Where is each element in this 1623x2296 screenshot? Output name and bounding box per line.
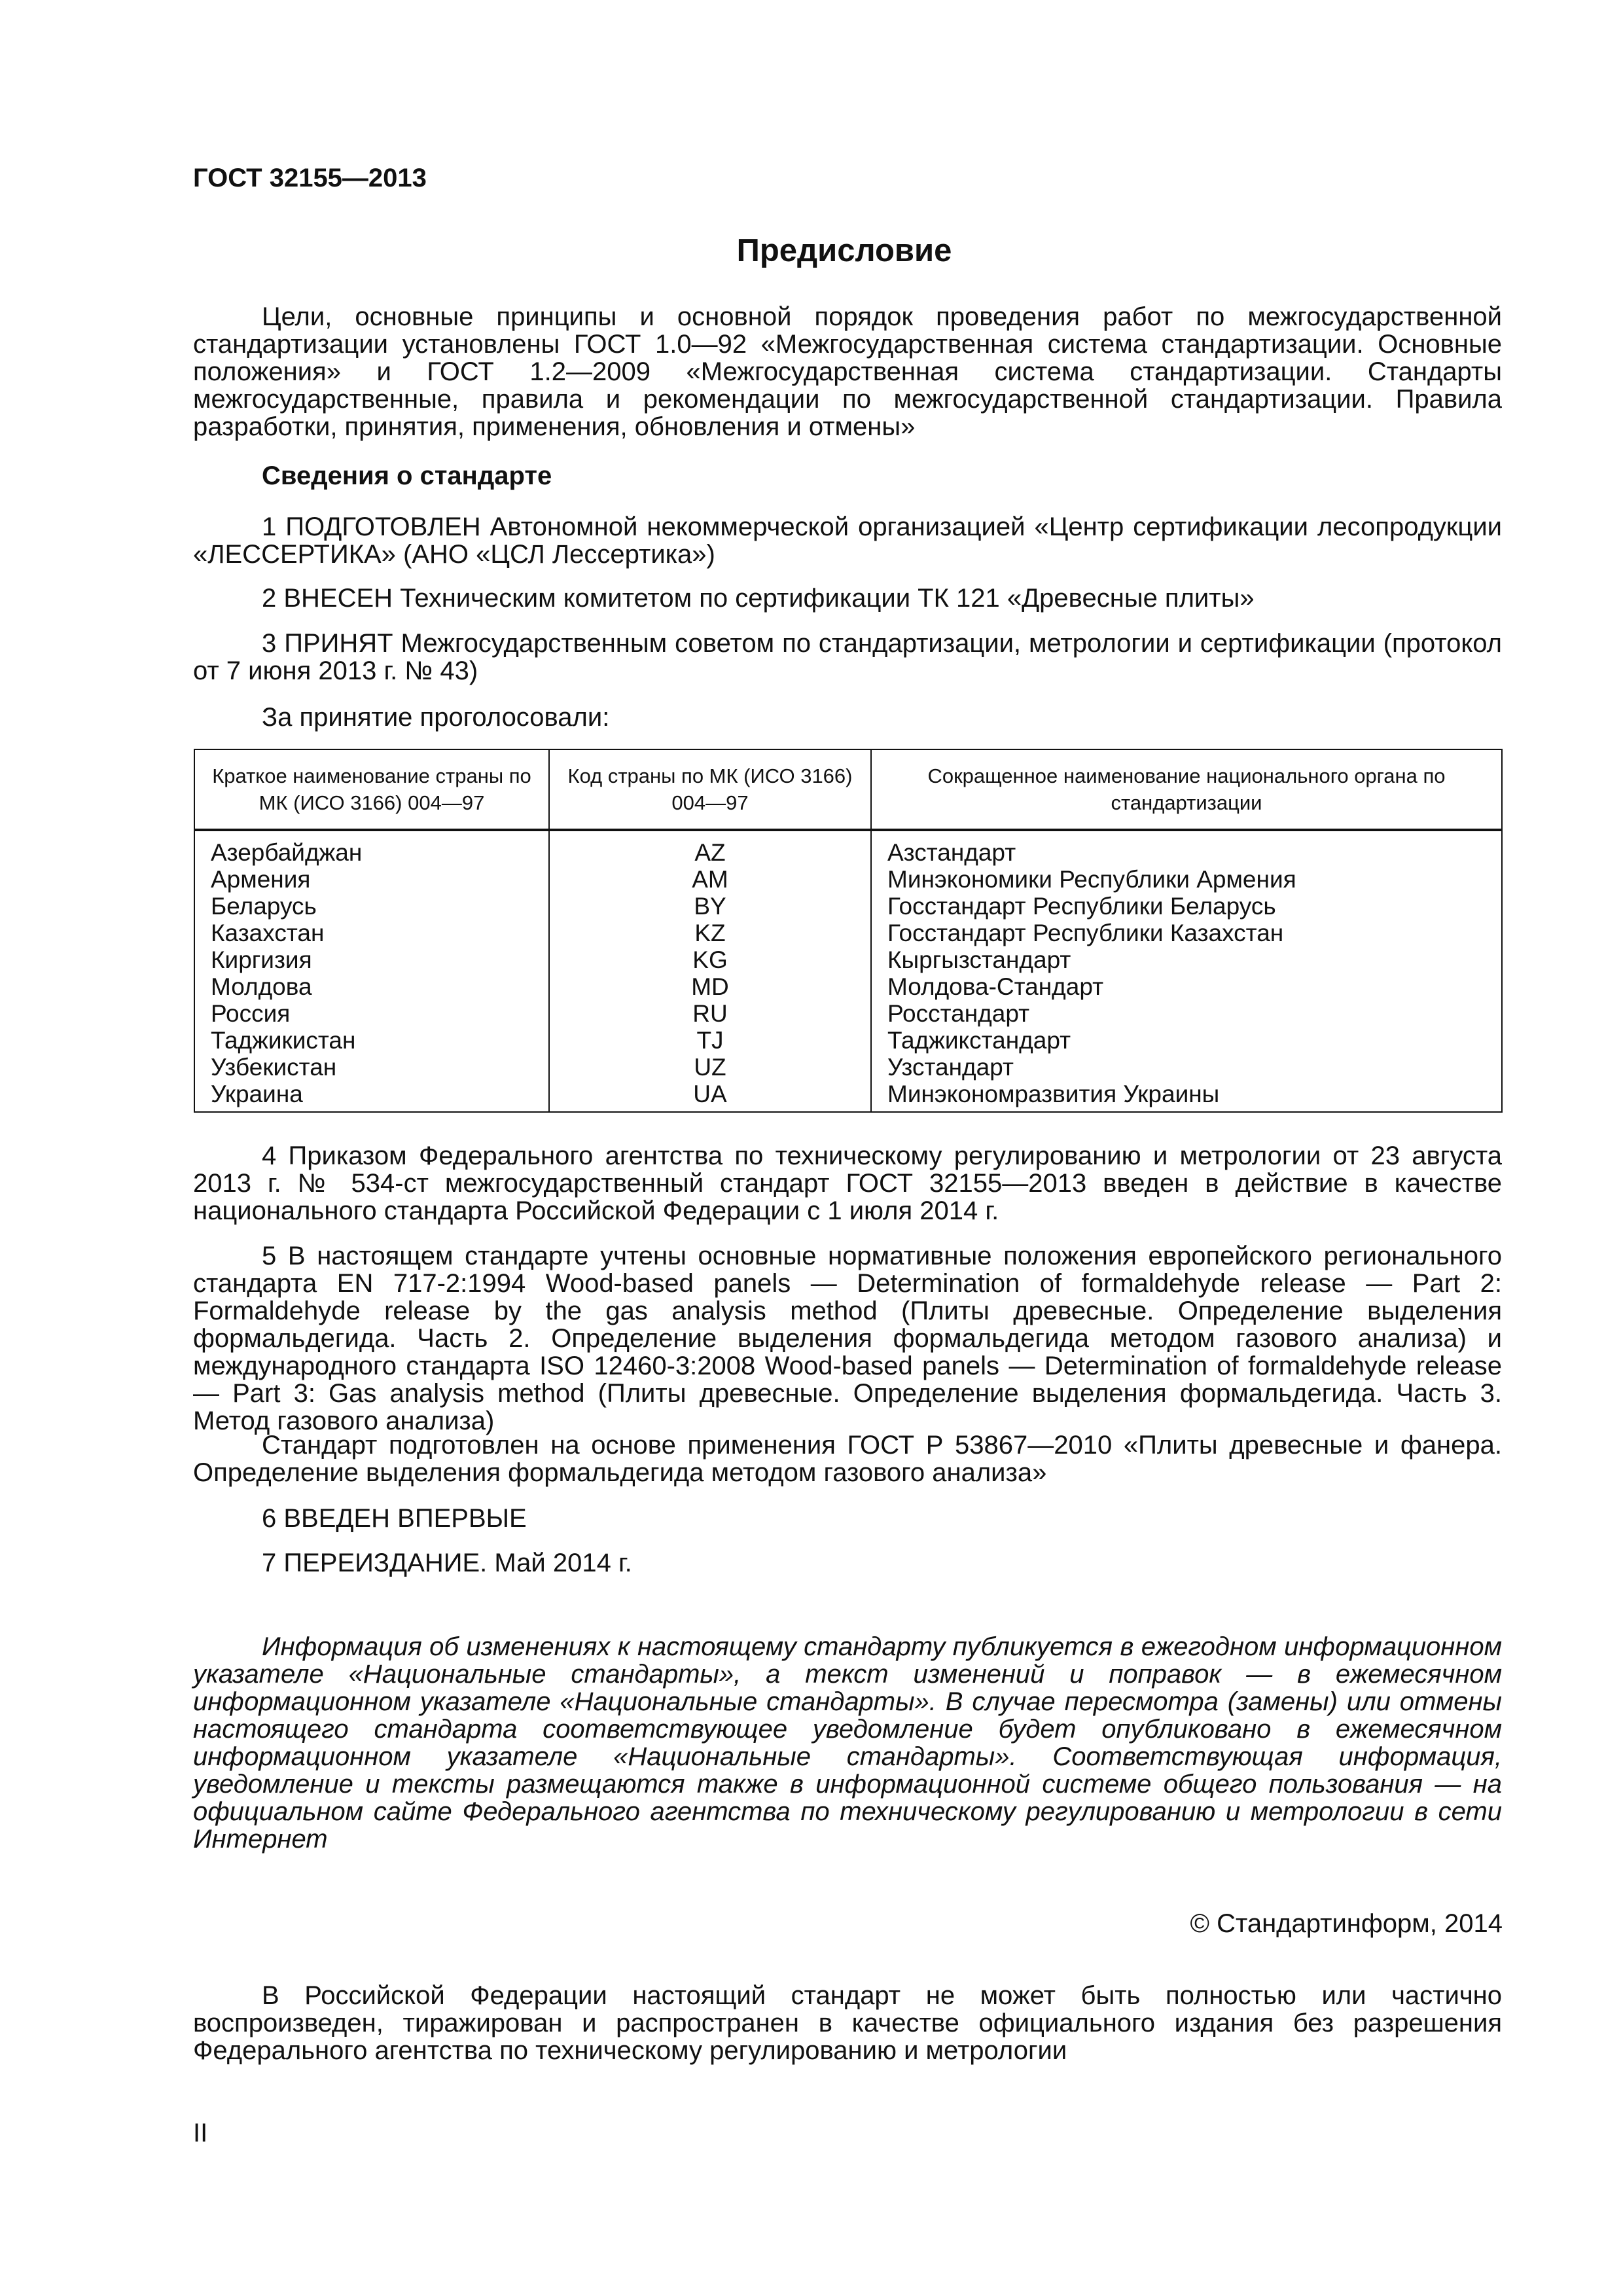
agency-cell: Госстандарт Республики Казахстан: [871, 920, 1502, 946]
table-row: [194, 1054, 1502, 1081]
item-basis: Стандарт подготовлен на основе применения ГОСТ Р 53867—2010 «Плиты древесные и фанера. Определение выделения формальдегида методом газового анализа»: [193, 1431, 1502, 1487]
standard-info-heading: Сведения о стандарте: [262, 461, 552, 490]
item-prepared: 1 ПОДГОТОВЛЕН Автономной некоммерческой организацией «Центр сертификации лесопродукции «ЛЕССЕРТИКА» (АНО «ЦСЛ Лессертика»): [193, 512, 1502, 569]
agency-cell: Узстандарт: [871, 1054, 1502, 1081]
table-header-row: [194, 749, 1502, 830]
country-cell: Казахстан: [194, 920, 549, 946]
table-row: [194, 1081, 1502, 1112]
code-cell: AM: [549, 866, 871, 893]
agency-cell: Госстандарт Республики Беларусь: [871, 893, 1502, 920]
table-row: [194, 946, 1502, 973]
copyright: © Стандартинформ, 2014: [1190, 1909, 1503, 1938]
code-cell: BY: [549, 893, 871, 920]
column-header-agency: Сокращенное наименование национального органа по стандартизации: [871, 749, 1502, 830]
page-number: II: [193, 2119, 208, 2147]
column-header-code: Код страны по МК (ИСО 3166) 004—97: [549, 749, 871, 830]
item-first-introduced: 6 ВВЕДЕН ВПЕРВЫЕ: [262, 1504, 527, 1533]
table-row: [194, 973, 1502, 1000]
country-cell: Азербайджан: [194, 830, 549, 866]
document-header: ГОСТ 32155—2013: [193, 164, 427, 192]
voting-table: [194, 749, 1503, 1113]
code-cell: UZ: [549, 1054, 871, 1081]
item-submitted: 2 ВНЕСЕН Техническим комитетом по сертификации ТК 121 «Древесные плиты»: [262, 584, 1255, 613]
country-cell: Молдова: [194, 973, 549, 1000]
country-cell: Беларусь: [194, 893, 549, 920]
item-normative-provisions: 5 В настоящем стандарте учтены основные нормативные положения европейского регионального стандарта EN 717-2:1994 Wood-based panels — Determination of formaldehyde release — Part 2: Formaldehyde release by the gas analysis method (Плиты древесные. Определение выделения формальдегида. Часть 2. Определение выделения формальдегида методом газового анализа) и международного стандарта ISO 12460-3:2008 Wood-based panels — Determination of formaldehyde release — Part 3: Gas analysis method (Плиты древесные. Определение выделения формальдегида. Часть 3. Метод газового анализа): [193, 1242, 1502, 1435]
table-row: [194, 1027, 1502, 1054]
country-cell: Украина: [194, 1081, 549, 1112]
agency-cell: Кыргызстандарт: [871, 946, 1502, 973]
table-row: [194, 893, 1502, 920]
agency-cell: Таджикстандарт: [871, 1027, 1502, 1054]
code-cell: TJ: [549, 1027, 871, 1054]
column-header-country: Краткое наименование страны по МК (ИСО 3166) 004—97: [194, 749, 549, 830]
vote-intro: За принятие проголосовали:: [262, 703, 610, 732]
agency-cell: Молдова-Стандарт: [871, 973, 1502, 1000]
code-cell: UA: [549, 1081, 871, 1112]
code-cell: KZ: [549, 920, 871, 946]
reproduction-restriction: В Российской Федерации настоящий стандарт не может быть полностью или частично воспроизведен, тиражирован и распространен в качестве официального издания без разрешения Федерального агентства по техническому регулированию и метрологии: [193, 1981, 1502, 2065]
country-cell: Киргизия: [194, 946, 549, 973]
agency-cell: Росстандарт: [871, 1000, 1502, 1027]
code-cell: KG: [549, 946, 871, 973]
item-reissue: 7 ПЕРЕИЗДАНИЕ. Май 2014 г.: [262, 1549, 632, 1577]
page-title: Предисловие: [736, 233, 952, 268]
intro-paragraph: Цели, основные принципы и основной порядок проведения работ по межгосударственной стандартизации установлены ГОСТ 1.0—92 «Межгосударственная система стандартизации. Основные положения» и ГОСТ 1.2—2009 «Межгосударственная система стандартизации. Стандарты межгосударственные, правила и рекомендации по межгосударственной стандартизации. Правила разработки, принятия, применения, обновления и отмены»: [193, 302, 1502, 441]
table-row: [194, 1000, 1502, 1027]
item-adopted: 3 ПРИНЯТ Межгосударственным советом по стандартизации, метрологии и сертификации (протокол от 7 июня 2013 г. № 43): [193, 629, 1502, 685]
code-cell: MD: [549, 973, 871, 1000]
table-row: [194, 866, 1502, 893]
item-enacted: 4 Приказом Федерального агентства по техническому регулированию и метрологии от 23 августа 2013 г. № 534-ст межгосударственный стандарт ГОСТ 32155—2013 введен в действие в качестве национального стандарта Российской Федерации с 1 июля 2014 г.: [193, 1141, 1502, 1225]
country-cell: Узбекистан: [194, 1054, 549, 1081]
code-cell: AZ: [549, 830, 871, 866]
table-row: [194, 830, 1502, 866]
agency-cell: Азстандарт: [871, 830, 1502, 866]
country-cell: Армения: [194, 866, 549, 893]
agency-cell: Минэкономики Республики Армения: [871, 866, 1502, 893]
changes-notice: Информация об изменениях к настоящему стандарту публикуется в ежегодном информационном указателе «Национальные стандарты», а текст изменений и поправок — в ежемесячном информационном указателе «Национальные стандарты». В случае пересмотра (замены) или отмены настоящего стандарта соответствующее уведомление будет опубликовано в ежемесячном информационном указателе «Национальные стандарты». Соответствующая информация, уведомление и тексты размещаются также в информационной системе общего пользования — на официальном сайте Федерального агентства по техническому регулированию и метрологии в сети Интернет: [193, 1632, 1502, 1854]
agency-cell: Минэкономразвития Украины: [871, 1081, 1502, 1112]
country-cell: Россия: [194, 1000, 549, 1027]
table-row: [194, 920, 1502, 946]
code-cell: RU: [549, 1000, 871, 1027]
country-cell: Таджикистан: [194, 1027, 549, 1054]
